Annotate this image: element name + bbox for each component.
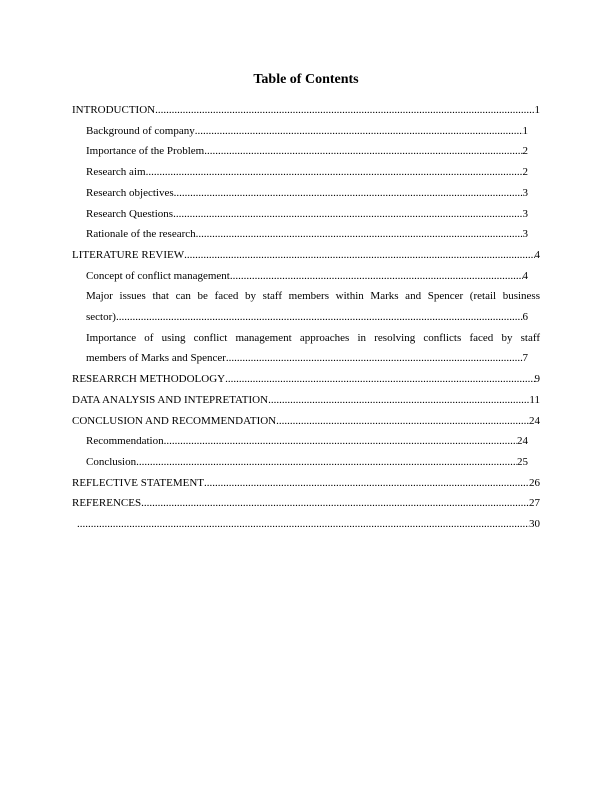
toc-entry-label: Research Questions	[86, 207, 174, 220]
toc-entry-methodology[interactable]	[72, 369, 540, 390]
toc-entry-rationale[interactable]	[72, 224, 540, 245]
toc-page-number: 24	[529, 414, 540, 427]
toc-entry-label: REFERENCES	[72, 497, 142, 510]
toc-entry-reflective-statement[interactable]	[72, 473, 540, 494]
toc-page-number: 4	[534, 248, 540, 261]
toc-page-number: 24	[517, 435, 528, 448]
toc-entry-label: Importance of the Problem	[86, 145, 205, 158]
toc-page-number: 27	[529, 497, 540, 510]
toc-entry-label: Concept of conflict management	[86, 269, 230, 282]
dot-leader	[268, 390, 529, 411]
dot-leader	[195, 121, 523, 142]
toc-page-number: 1	[534, 104, 540, 116]
table-of-contents	[72, 100, 540, 535]
toc-page-number: 3	[522, 207, 528, 220]
toc-entry-label: Recommendation	[86, 435, 164, 448]
toc-entry-references[interactable]	[72, 493, 540, 514]
dot-leader	[204, 141, 522, 162]
dot-leader	[116, 307, 523, 328]
toc-page-number: 7	[522, 352, 528, 365]
toc-page-number: 3	[522, 186, 528, 199]
dot-leader	[77, 514, 529, 535]
toc-entry-recommendation[interactable]	[72, 431, 540, 452]
toc-entry-research-objectives[interactable]	[72, 183, 540, 204]
dot-leader	[146, 162, 523, 183]
toc-entry-background[interactable]	[72, 121, 540, 142]
toc-page-number: 11	[529, 393, 540, 406]
dot-leader	[136, 452, 517, 473]
dot-leader	[276, 411, 529, 432]
toc-entry-concept[interactable]	[72, 266, 540, 287]
toc-title: Table of Contents	[253, 72, 359, 87]
toc-entry-literature-review[interactable]	[72, 245, 540, 266]
toc-page-number: 26	[529, 476, 540, 489]
toc-page-number: 1	[522, 124, 528, 137]
toc-page-number: 6	[522, 311, 528, 324]
toc-entry-label: DATA ANALYSIS AND INTEPRETATION	[72, 393, 269, 406]
toc-entry-label: LITERATURE REVIEW	[72, 248, 185, 261]
dot-leader	[230, 266, 523, 287]
toc-entry-label: INTRODUCTION	[72, 104, 156, 116]
toc-entry-conclusion-recommendation[interactable]	[72, 411, 540, 432]
toc-entry-label: RESEARRCH METHODOLOGY	[72, 373, 226, 386]
toc-page-number: 2	[522, 145, 528, 158]
dot-leader	[196, 224, 523, 245]
toc-entry-label: CONCLUSION AND RECOMMENDATION	[72, 414, 277, 427]
dot-leader	[226, 348, 523, 369]
dot-leader	[204, 473, 529, 494]
toc-entry-line2	[72, 348, 540, 369]
toc-entry-label: Rationale of the research	[86, 228, 196, 241]
dot-leader	[174, 183, 523, 204]
toc-entry-label-line1: Major issues that can be faced by staff members within Marks and Spencer (retail business	[86, 290, 540, 303]
toc-page-number: 9	[534, 373, 540, 386]
toc-entry-label: REFLECTIVE STATEMENT	[72, 476, 205, 489]
toc-entry-major-issues[interactable]	[72, 286, 540, 327]
toc-entry-label-line1: Importance of using conflict management approaches in resolving conflicts faced by staff	[86, 331, 540, 344]
toc-entry-label-line2: sector)	[86, 311, 116, 324]
dot-leader	[225, 369, 534, 390]
toc-entry-data-analysis[interactable]	[72, 390, 540, 411]
toc-entry-importance[interactable]	[72, 141, 540, 162]
toc-entry-label: Conclusion	[86, 455, 137, 468]
toc-entry-label-line2: members of Marks and Spencer	[86, 352, 226, 365]
toc-entry-label: Background of company	[86, 124, 195, 137]
toc-page-number: 30	[529, 518, 540, 531]
toc-page-number: 2	[522, 166, 528, 179]
toc-entry-research-aim[interactable]	[72, 162, 540, 183]
dot-leader	[184, 245, 534, 266]
toc-entry-introduction[interactable]	[72, 100, 540, 121]
toc-entry-label: Research objectives	[86, 186, 174, 199]
dot-leader	[155, 100, 534, 121]
toc-entry-conclusion[interactable]	[72, 452, 540, 473]
toc-entry-importance-conflict-management[interactable]	[72, 328, 540, 369]
toc-entry-line2	[72, 307, 540, 328]
dot-leader	[173, 204, 522, 225]
toc-page-number: 4	[522, 269, 528, 282]
toc-entry-label: Research aim	[86, 166, 146, 179]
toc-page-number: 25	[517, 455, 528, 468]
toc-entry-unlabeled[interactable]	[72, 514, 540, 535]
dot-leader	[164, 431, 517, 452]
dot-leader	[141, 493, 529, 514]
toc-entry-research-questions[interactable]	[72, 204, 540, 225]
toc-page-number: 3	[522, 228, 528, 241]
